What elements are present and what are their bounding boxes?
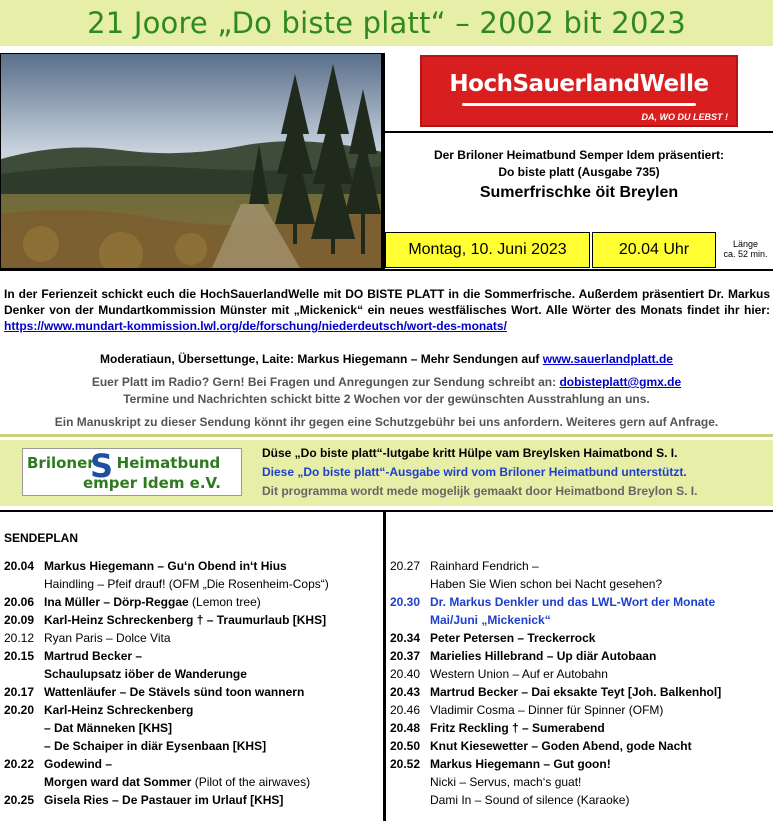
schedule-entry: Ina Müller – Dörp-Reggae (Lemon tree) — [44, 595, 261, 609]
schedule-time — [390, 773, 430, 791]
schedule-time: 20.22 — [4, 757, 35, 771]
wort-des-monats-link[interactable]: https://www.mundart-kommission.lwl.org/de/forschung/niederdeutsch/wort-des-monats/ — [4, 319, 507, 333]
schedule-row — [4, 701, 380, 719]
schedule-top-rule — [0, 510, 773, 512]
schedule-entry: Mai/Juni „Mickenick“ — [430, 613, 551, 627]
schedule-row — [390, 773, 770, 791]
presenter-line1: Der Briloner Heimatbund Semper Idem präsentiert: — [433, 148, 725, 162]
deadline-line: Termine und Nachrichten schickt bitte 2 Wochen vor der gewünschten Ausstrahlung an uns. — [123, 392, 650, 406]
heimatbund-logo — [22, 448, 242, 496]
schedule-time — [390, 575, 430, 593]
schedule-time: 20.09 — [4, 613, 35, 627]
schedule-row — [4, 557, 380, 575]
schedule-row — [390, 719, 770, 737]
length-value: ca. 52 min. — [723, 249, 768, 259]
schedule-entry: Rainhard Fendrich – — [430, 559, 539, 573]
schedule-entry: Knut Kiesewetter – Goden Abend, gode Nacht — [430, 739, 692, 753]
schedule-entry: Markus Hiegemann – Gut goon! — [430, 757, 611, 771]
heimat-logo-briloner: Briloner — [27, 454, 95, 472]
schedule-time: 20.30 — [390, 595, 421, 609]
schedule-time — [390, 791, 430, 809]
schedule-right-column — [390, 557, 770, 809]
schedule-row — [390, 611, 770, 629]
logo-swoosh — [462, 103, 696, 106]
schedule-time: 20.17 — [4, 685, 35, 699]
schedule-time — [4, 773, 44, 791]
schedule-time — [4, 665, 44, 683]
schedule-entry: Schaulupsatz iöber de Wanderunge — [44, 667, 247, 681]
schedule-time: 20.06 — [4, 595, 35, 609]
schedule-row — [390, 557, 770, 575]
schedule-row — [390, 629, 770, 647]
schedule-row — [4, 647, 380, 665]
schedule-row — [390, 791, 770, 809]
schedule-time: 20.40 — [390, 667, 421, 681]
schedule-time — [390, 611, 430, 629]
sauerlandplatt-link[interactable]: www.sauerlandplatt.de — [542, 352, 673, 366]
credits-line — [0, 352, 773, 366]
schedule-left-column — [4, 557, 380, 809]
schedule-row — [4, 575, 380, 593]
schedule-entry: Ryan Paris – Dolce Vita — [44, 631, 171, 645]
schedule-entry: Wattenläufer – De Stävels sünd toon wannern — [44, 685, 305, 699]
presenter-line2: Do biste platt (Ausgabe 735) — [498, 165, 660, 179]
schedule-time — [4, 737, 44, 755]
schedule-entry: Vladimir Cosma – Dinner für Spinner (OFM) — [430, 703, 664, 717]
schedule-time: 20.20 — [4, 703, 35, 717]
schedule-time: 20.46 — [390, 703, 421, 717]
schedule-row — [4, 683, 380, 701]
schedule-row — [4, 611, 380, 629]
schedule-time: 20.25 — [4, 793, 35, 807]
heimat-logo-line2: emper Idem e.V. — [83, 474, 221, 492]
length-label: Länge — [732, 239, 759, 249]
schedule-row — [390, 737, 770, 755]
schedule-time: 20.04 — [4, 559, 35, 573]
page-title: 21 Joore „Do biste platt“ – 2002 bit 2023 — [87, 6, 686, 40]
top-section-divider — [0, 269, 773, 271]
broadcast-time: 20.04 Uhr — [592, 232, 716, 268]
schedule-row — [4, 755, 380, 773]
schedule-row — [4, 629, 380, 647]
schedule-entry: Haben Sie Wien schon bei Nacht gesehen? — [430, 577, 663, 591]
schedule-entry: Godewind – — [44, 757, 113, 771]
contact-line — [0, 375, 773, 389]
radio-logo-area — [385, 53, 773, 131]
schedule-entry: Dami In – Sound of silence (Karaoke) — [430, 793, 630, 807]
schedule-entry: Haindling – Pfeif drauf! (OFM „Die Rosenheim-Cops“) — [44, 577, 329, 591]
title-banner — [0, 0, 773, 46]
presenter-block — [385, 147, 773, 205]
schedule-row — [4, 737, 380, 755]
intro-text: In der Ferienzeit schickt euch die HochSauerlandWelle mit DO BISTE PLATT in die Sommerfrische. Außerdem präsentiert Dr. Markus Denker von der Mundartkommission Münster mit „Mickenick“ ein neues westfälisches Wort. Alle Wörter des Monats findet ihr hier: — [4, 287, 770, 317]
schedule-time: 20.37 — [390, 649, 421, 663]
schedule-row — [390, 665, 770, 683]
schedule-row — [4, 665, 380, 683]
credits-text: Moderatiaun, Übersettunge, Laite: Markus Hiegemann – Mehr Sendungen auf — [100, 352, 543, 366]
landscape-photo — [0, 53, 382, 269]
schedule-divider — [383, 512, 386, 821]
schedule-row — [390, 755, 770, 773]
schedule-entry: Martrud Becker – — [44, 649, 143, 663]
schedule-row — [390, 575, 770, 593]
episode-title: Sumerfrischke öit Breylen — [479, 184, 679, 201]
heimat-top-rule — [0, 434, 773, 437]
heimat-logo-s: S — [90, 447, 114, 485]
schedule-entry: Karl-Heinz Schreckenberg † – Traumurlaub [KHS] — [44, 613, 327, 627]
schedule-entry: Fritz Reckling † – Sumerabend — [430, 721, 605, 735]
manuscript-line: Ein Manuskript zu dieser Sendung könnt ihr gegen eine Schutzgebühr bei uns anfordern. Weiteres gern auf Anfrage. — [54, 415, 719, 429]
heimatbund-text — [262, 444, 697, 501]
schedule-entry: Karl-Heinz Schreckenberg — [44, 703, 194, 717]
schedule-entry: Dr. Markus Denkler und das LWL-Wort der Monate — [430, 595, 716, 609]
schedule-entry: Martrud Becker – Dai eksakte Teyt [Joh. Balkenhol] — [430, 685, 722, 699]
schedule-time — [4, 719, 44, 737]
heimat-text-german: Diese „Do biste platt“-Ausgabe wird vom Briloner Heimatbund unterstützt. — [262, 465, 687, 479]
schedule-row — [390, 701, 770, 719]
landscape-image — [1, 54, 382, 269]
schedule-row — [4, 773, 380, 791]
schedule-time: 20.48 — [390, 721, 421, 735]
logo-slogan: DA, WO DU LEBST ! — [641, 112, 728, 122]
heimat-text-dutch: Dit programma wordt mede mogelijk gemaakt door Heimatbond Breylon S. I. — [262, 484, 698, 498]
schedule-entry: Marielies Hillebrand – Up diär Autobaan — [430, 649, 657, 663]
schedule-time: 20.27 — [390, 559, 421, 573]
schedule-title: SENDEPLAN — [4, 531, 79, 545]
schedule-time — [4, 575, 44, 593]
schedule-time: 20.12 — [4, 631, 35, 645]
intro-paragraph — [4, 286, 770, 334]
broadcast-length — [718, 232, 773, 268]
schedule-row — [390, 593, 770, 611]
schedule-entry: Markus Hiegemann – Gu‘n Obend in‘t Hius — [44, 559, 287, 573]
schedule-entry: Nicki – Servus, mach‘s guat! — [430, 775, 582, 789]
schedule-time: 20.15 — [4, 649, 35, 663]
heimat-text-platt: Düse „Do biste platt“-lutgabe kritt Hülpe vam Breylsken Haimatbond S. I. — [262, 446, 678, 460]
schedule-entry: Peter Petersen – Treckerrock — [430, 631, 596, 645]
schedule-row — [390, 683, 770, 701]
schedule-row — [390, 647, 770, 665]
schedule-time: 20.50 — [390, 739, 421, 753]
schedule-entry: – Dat Männeken [KHS] — [44, 721, 173, 735]
schedule-entry: Morgen ward dat Sommer (Pilot of the airwaves) — [44, 775, 311, 789]
schedule-row — [4, 791, 380, 809]
schedule-entry: Gisela Ries – De Pastauer im Urlauf [KHS] — [44, 793, 284, 807]
schedule-entry-note: (Lemon tree) — [188, 595, 261, 609]
schedule-time: 20.34 — [390, 631, 421, 645]
email-link[interactable]: dobisteplatt@gmx.de — [559, 375, 682, 389]
schedule-row — [4, 593, 380, 611]
heimat-logo-line1 — [27, 454, 220, 472]
schedule-row — [4, 719, 380, 737]
schedule-time: 20.43 — [390, 685, 421, 699]
logo-divider — [385, 131, 773, 133]
schedule-entry-note: (Pilot of the airwaves) — [191, 775, 311, 789]
hochsauerlandwelle-logo — [420, 55, 738, 127]
broadcast-date: Montag, 10. Juni 2023 — [385, 232, 590, 268]
logo-brand-text: HochSauerlandWelle — [449, 71, 709, 97]
schedule-entry: – De Schaiper in diär Eysenbaan [KHS] — [44, 739, 267, 753]
schedule-time: 20.52 — [390, 757, 421, 771]
schedule-entry: Western Union – Auf er Autobahn — [430, 667, 608, 681]
heimat-logo-heimatbund: Heimatbund — [116, 454, 221, 472]
contact-text: Euer Platt im Radio? Gern! Bei Fragen und Anregungen zur Sendung schreibt an: — [91, 375, 560, 389]
